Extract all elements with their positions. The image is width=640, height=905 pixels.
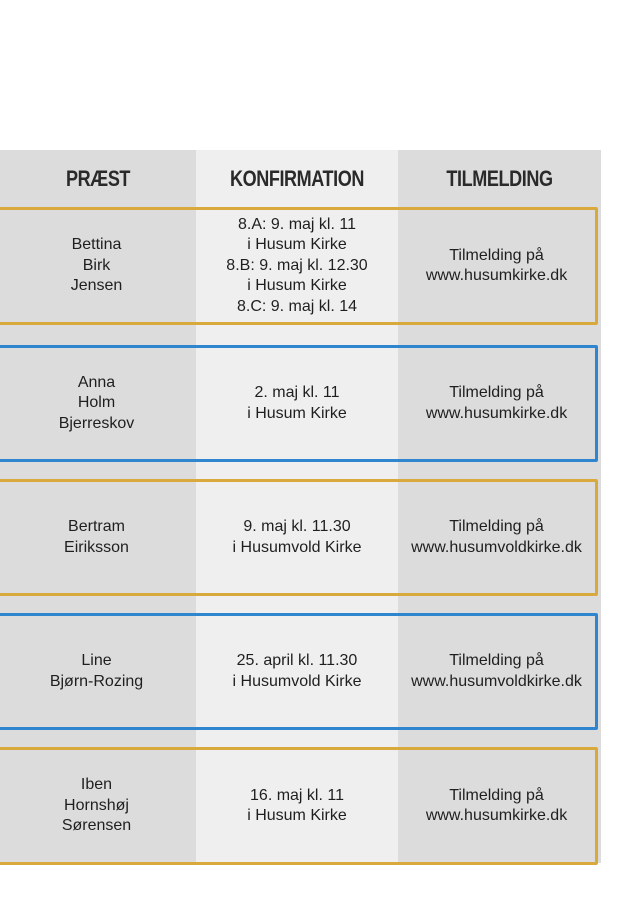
header-confirmation: KONFIRMATION — [229, 165, 365, 191]
priest-name: Line Bjørn-Rozing — [49, 652, 144, 690]
confirmation-details: 9. maj kl. 11.30 i Husumvold Kirke — [232, 518, 362, 556]
header-priest: PRÆST — [65, 165, 131, 191]
signup-link[interactable]: www.husumkirke.dk — [425, 807, 568, 824]
signup-info: Tilmelding på www.husumvoldkirke.dk — [398, 482, 595, 593]
signup-info: Tilmelding på www.husumvoldkirke.dk — [398, 616, 595, 727]
table-header — [0, 150, 601, 207]
header-signup: TILMELDING — [446, 165, 553, 191]
table-row — [0, 747, 598, 865]
confirmation-details: 25. april kl. 11.30 i Husumvold Kirke — [232, 652, 362, 690]
priest-name: Anna Holm Bjerreskov — [58, 373, 135, 432]
priest-name: Iben Hornshøj Sørensen — [61, 776, 132, 835]
signup-link[interactable]: www.husumkirke.dk — [425, 267, 568, 284]
table-row — [0, 613, 598, 730]
signup-link[interactable]: www.husumkirke.dk — [425, 404, 568, 422]
signup-info: Tilmelding på www.husumkirke.dk — [398, 210, 595, 322]
confirmation-details: 8.A: 9. maj kl. 11 i Husum Kirke 8.B: 9. maj kl. 12.30 i Husum Kirke 8.C: 9. maj kl. 14 — [226, 215, 368, 315]
table-row — [0, 479, 598, 596]
confirmation-details: 16. maj kl. 11 i Husum Kirke — [247, 786, 347, 824]
signup-info: Tilmelding på www.husumkirke.dk — [398, 750, 595, 862]
confirmation-details: 2. maj kl. 11 i Husum Kirke — [247, 384, 347, 422]
table-row — [0, 345, 598, 462]
priest-name: Bertram Eiriksson — [64, 518, 129, 556]
signup-link[interactable]: www.husumvoldkirke.dk — [411, 538, 582, 556]
signup-info: Tilmelding på www.husumkirke.dk — [398, 348, 595, 459]
signup-link[interactable]: www.husumvoldkirke.dk — [411, 672, 582, 690]
priest-name: Bettina Birk Jensen — [70, 236, 123, 295]
table-row — [0, 207, 598, 325]
